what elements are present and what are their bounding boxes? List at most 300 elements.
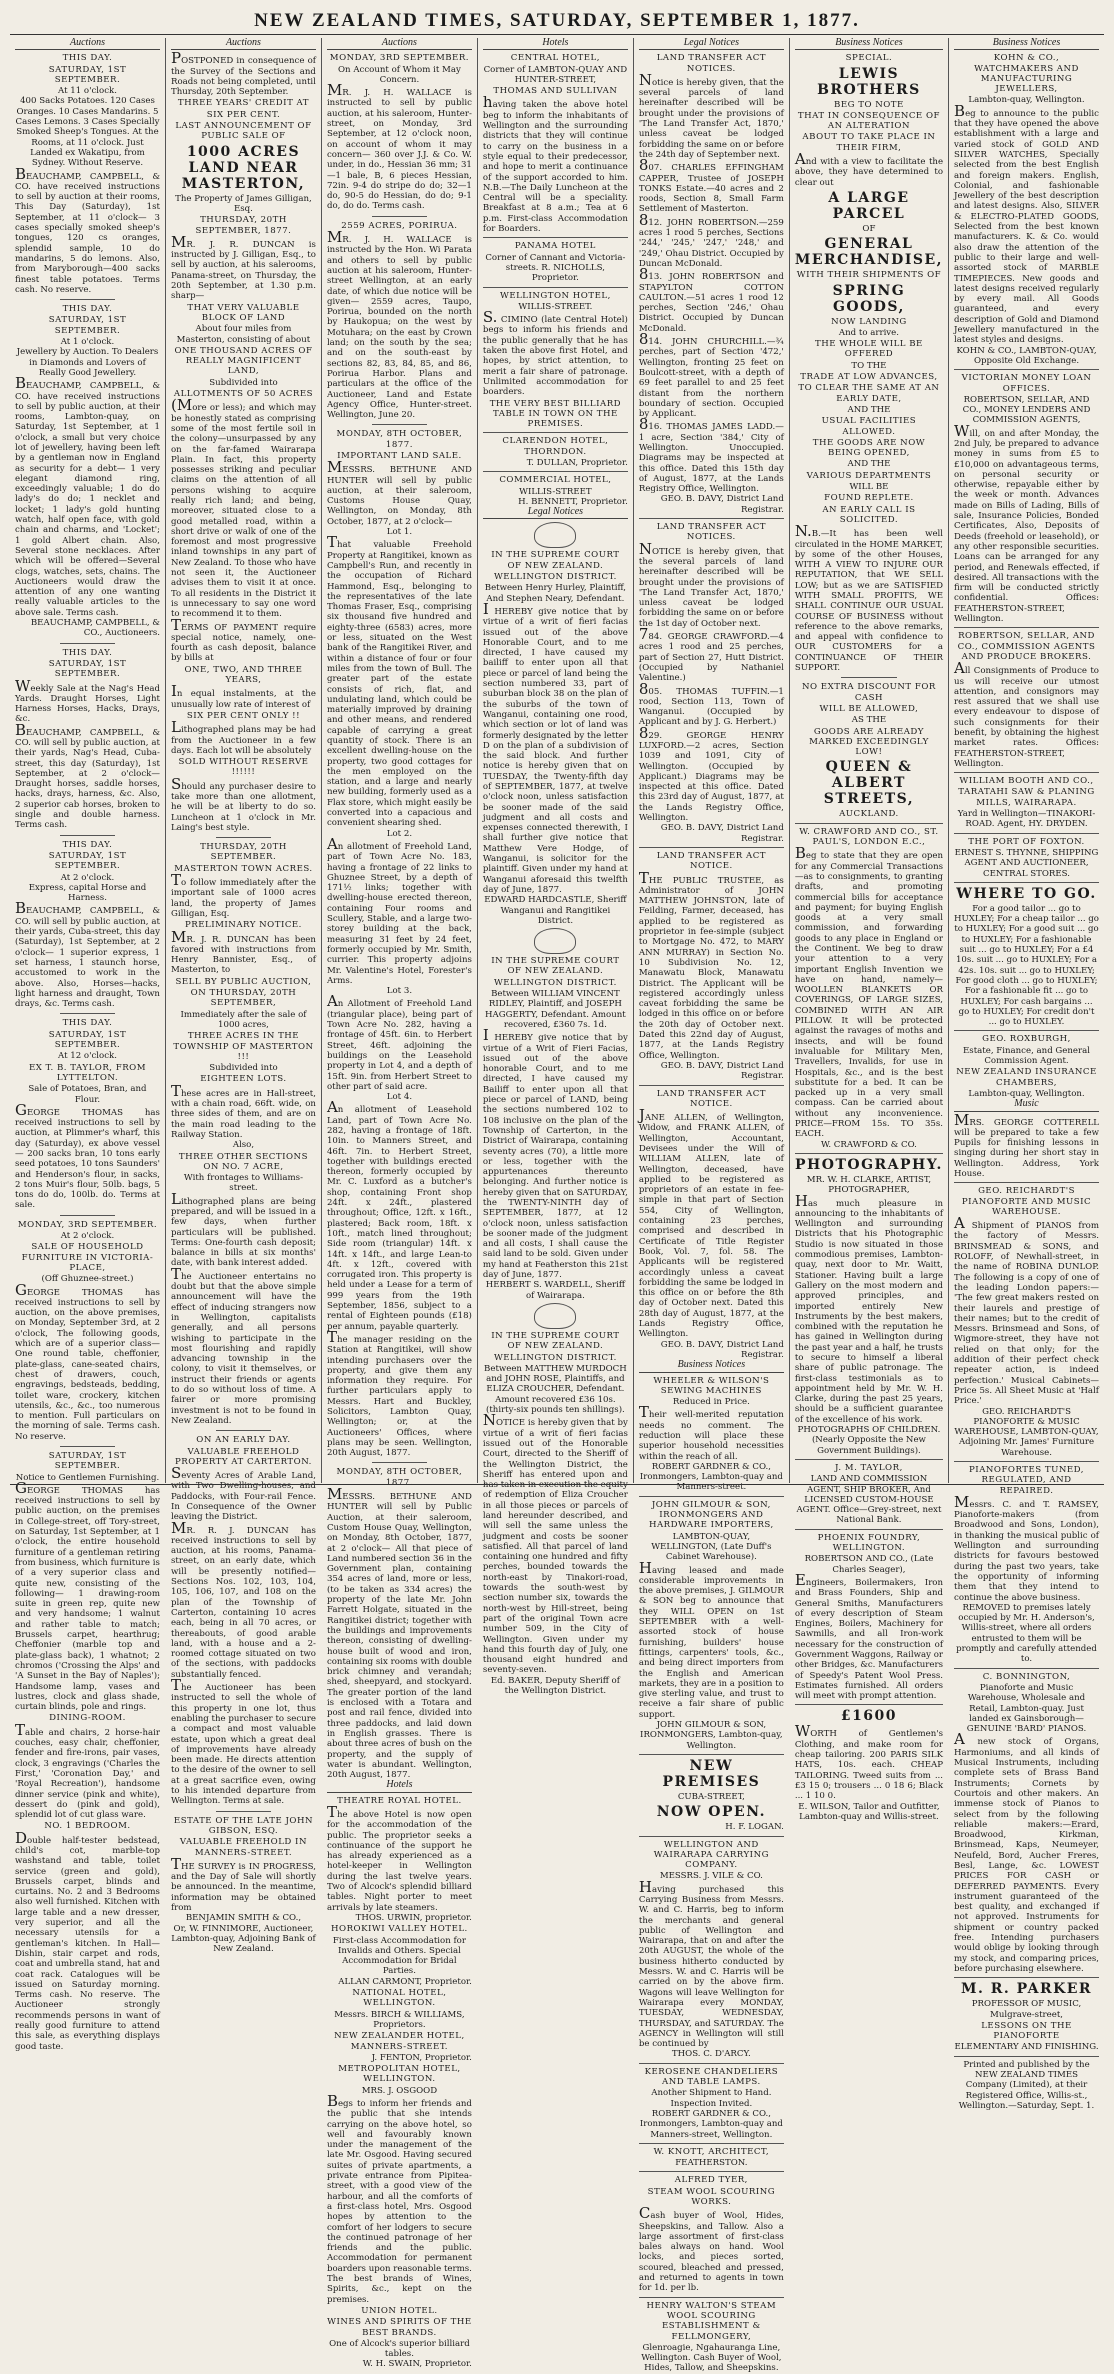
advert-centered-line: GEO. REICHARDT'S PIANOFORTE & MUSIC WAREHOUSE, LAMBTON-QUAY, Adjoining Mr. James' Furniture Warehouse. bbox=[954, 1406, 1099, 1458]
advert-display-line: NOW OPEN. bbox=[656, 1804, 766, 1821]
advert-body: Having purchased this Carrying Business from Messrs. W. and C. Harris, beg to inform the merchants and general public of Wellington and Wairarapa, that on and after the 20th AUGUST, the whole of the business hitherto conducted by Messrs. W. and C. Harris will be carried on by the above firm. Wagons will leave Wellington for Wairarapa every MONDAY, TUESDAY, WEDNESDAY, THURSDAY, and SATURDAY. The AGENCY in Wellington will still be continued by bbox=[638, 1877, 784, 2050]
advert-heading: WHEELER & WILSON'S SEWING MACHINES bbox=[653, 1375, 770, 1396]
advert-body: MR. J. R. DUNCAN is instructed by J. Gilligan, Esq., to sell by auction, at his salerooms, Panama-street, on Thursday, the 20th September, at 1.30 p.m. sharp— bbox=[170, 232, 316, 302]
advert-centered-line: Ed. BAKER, Deputy Sheriff of the Wellington District. bbox=[490, 1675, 620, 1697]
advert-centered-line: (Nearly Opposite the New Government Buildings). bbox=[811, 1435, 926, 1456]
advert-heading: AUCKLAND. bbox=[839, 809, 899, 820]
advert-signature: GEO. B. DAVY, District Land Registrar. bbox=[660, 1339, 784, 1360]
advert-divider bbox=[954, 1668, 1099, 1669]
advert-heading: SALE OF HOUSEHOLD FURNITURE IN VICTORIA-PLACE, bbox=[21, 1242, 154, 1273]
advert-centered-line: About four miles from Masterton, consisting of about bbox=[176, 324, 311, 345]
advert-centered-line: Immediately after the sale of 1000 acres, bbox=[180, 1009, 307, 1030]
advert-divider bbox=[483, 471, 628, 472]
advert-body: Beg to state that they are open for any Commercial Transactions—as to consignments, to granting drafts, and promoting commercial bills for acceptance and payment; for buying English goods at a very small commission, and forwarding goods to any place in England or the Continent. We beg to draw your attention to a very important English Invention we have on hand, namely— WOOLLEN BLANKETS OR COVERINGS, OF LARGE SIZES, COMBINED WITH AN AIR PILLOW. It will be protected against the ravages of moths and insects, and will be found invaluable for Military Men, Travellers, Invalids, for use in Hospitals, &c., and is the best substitute for a bed. It can be packed up in a very small compass. Can be carried about without any inconvenience. PRICE—FROM 15s. TO 35s. EACH. bbox=[794, 844, 944, 1140]
advert-centered-line: Subdivided into bbox=[209, 377, 278, 388]
advert-body: Engineers, Boilermakers, Iron and Brass Founders, Ship and General Smiths, Manufacturers of every description of Steam Engines, Boilers, Machinery for Sawmills, and all Iron-work necessary for the construction of Government Waggons, Railway or other Bridges, &c. Manufacturers of Speedy's Patent Wool Press. Estimates furnished. All orders will meet with prompt attention. bbox=[794, 1570, 944, 1702]
advert-heading: THURSDAY, 20TH SEPTEMBER, 1877. bbox=[195, 215, 292, 236]
advert-divider bbox=[954, 772, 1099, 773]
advert-body: 814. JOHN CHURCHILL.—¾ perches, part of Section '472,' Wellington, fronting 25 feet on Boulcott-street, with a depth of 69 feet parallel to and 25 feet distant from the northern boundary of section. Occupied by Applicant. bbox=[638, 330, 784, 420]
advert-heading: JOHN GILMOUR & SON, IRONMONGERS AND HARDWARE IMPORTERS, bbox=[648, 1499, 774, 1531]
advert-display-line: 1000 ACRES LAND NEAR MASTERTON, bbox=[181, 143, 306, 192]
advert-heading: WELLINGTON DISTRICT. bbox=[493, 572, 617, 583]
advert-divider bbox=[954, 2056, 1099, 2057]
advert-signature: GEO. B. DAVY, District Land Registrar. bbox=[660, 823, 784, 844]
advert-body: Should any purchaser desire to take more than one allotment, he will be at liberty to do so. Luncheon at 1 o'clock in Mr. Laing's best style. bbox=[170, 774, 316, 833]
advert-heading: BEG TO NOTE bbox=[834, 99, 904, 110]
advert-divider bbox=[639, 2063, 784, 2064]
advert-heading: SPECIAL. bbox=[845, 53, 893, 64]
advert-body: having taken the above hotel beg to inform the inhabitants of Wellington and the surrounding districts that they will continue to carry on the business in a style equal to their predecessor, and hope to merit a continuance of the support accorded to him. N.B.—The Daily Luncheon at the Central will be a speciality. Breakfast at 8 a.m.; Tea at 6 p.m. First-class Accommodation for Boarders. bbox=[482, 93, 628, 235]
advert-body: Weekly Sale at the Nag's Head Yards. Draught Horses, Light Harness Horses, Hacks, Drays, &c. bbox=[15, 676, 160, 725]
advert-heading: ESTATE OF THE LATE JOHN GIBSON, ESQ. bbox=[173, 1815, 313, 1836]
advert-centered-line: EDWARD HARDCASTLE, Sheriff Wanganui and Rangitikei District. bbox=[484, 895, 627, 926]
advert-centered-line: Sale of Potatoes, Bran, and Flour. bbox=[28, 1084, 147, 1105]
advert-divider bbox=[639, 2143, 784, 2144]
advert-separator bbox=[372, 1462, 427, 1463]
advert-heading: THE GOODS ARE NOW BEING OPENED, bbox=[812, 437, 926, 459]
column-heading: Business Notices bbox=[954, 38, 1099, 50]
advert-separator bbox=[841, 677, 897, 678]
advert-body: BEAUCHAMP, CAMPBELL, & CO. have received instructions to sell by public auction, at their rooms, Lambton-quay, on Saturday, 1st September, at 1 o'clock, a small but very choice lot of jewellery, having been left by a gentleman now in England as security for a debt— 1 very elegant diamond ring, exceedingly valuable; 1 do do lady's do do; 1 necklet and locket; 1 lady's gold hunting watch, half open face, with gold chain and charms, and 'Locket'; 1 gold Albert chain. Also, Several stone necklaces. After which will be offered—Several clogs, watches, sets, chains. The Auctioneers would draw the attention of any one wanting really valuable articles to the above sale. Terms cash. bbox=[15, 374, 160, 618]
advert-heading: ALFRED TYER, bbox=[674, 2175, 748, 2186]
column-heading: Auctions bbox=[15, 38, 160, 50]
advert-body: TERMS OF PAYMENT require special notice, namely, one-fourth as cash deposit, balance by bills at bbox=[170, 615, 316, 664]
newspaper-columns bbox=[10, 37, 1104, 2374]
advert-heading: THOMAS AND SULLIVAN bbox=[493, 86, 618, 97]
advert-body: MR. J. R. DUNCAN has been favored with instructions from Henry Bannister, Esq., of Masterton, to bbox=[170, 927, 316, 976]
advert-centered-line: Notice to Gentlemen Furnishing. bbox=[15, 1472, 160, 1483]
advert-heading: THEATRE ROYAL HOTEL. bbox=[337, 1795, 462, 1806]
advert-heading: EIGHTEEN LOTS. bbox=[200, 1074, 287, 1085]
advert-heading: PANAMA HOTEL bbox=[514, 241, 596, 252]
advert-centered-line: Between WILLIAM VINCENT RIDLEY, Plaintiff, and JOSEPH HAGGERTY, Defendant. Amount recovered, £360 7s. 1d. bbox=[485, 989, 626, 1030]
advert-signature: H. BENNETT, Proprietor. bbox=[518, 496, 628, 507]
advert-heading: SATURDAY, 1ST SEPTEMBER. bbox=[48, 1029, 127, 1051]
advert-display-line: GENERAL MERCHANDISE, bbox=[794, 236, 944, 269]
advert-body: POSTPONED in consequence of the Survey of the Sections and Roads not being completed, until Thursday, 20th September. bbox=[170, 49, 316, 98]
advert-centered-line: OF bbox=[862, 223, 876, 234]
advert-centered-line: MESSRS. J. VILE & CO. bbox=[659, 1871, 763, 1882]
advert-divider bbox=[639, 847, 784, 848]
column-7 bbox=[949, 37, 1104, 2111]
advert-divider bbox=[483, 287, 628, 288]
advert-heading: AN EARLY CALL IS SOLICITED. bbox=[822, 504, 916, 525]
advert-body: An allotment of Freehold Land, part of Town Acre No. 183, having a frontage of 22 links to Ghuznee Street, by a depth of 171½ links; together with dwelling-house erected thereon, containing Four rooms and Scullery, Stable, and a large two-storey building at the back, measuring 31 feet by 24 feet, formerly occupied by Mr. Smith, currier. This property adjoins Mr. Valentine's Hotel, Forester's Arms. bbox=[326, 834, 472, 986]
advert-body: Begs to inform her friends and the public that she intends carrying on the above hotel, so well and favourably known under the management of the late Mr. Osgood. Having secured suites of private apartments, a private entrance from Pipitea-street, with a good view of the harbour, and all the comforts of a first-class hotel, Mrs. Osgood hopes by attention to the comfort of her lodgers to secure the continued patronage of her friends and the public. Accommodation for permanent boarders upon reasonable terms. The best brands of Wines, Spirits, &c., kept on the premises. bbox=[326, 2092, 472, 2305]
advert-separator bbox=[60, 1215, 115, 1216]
advert-heading: W. KNOTT, ARCHITECT, bbox=[653, 2146, 770, 2157]
advert-heading: ONE, TWO, AND THREE YEARS, bbox=[184, 664, 303, 686]
advert-heading: THIS DAY. bbox=[62, 1018, 113, 1029]
advert-body: Having leased and made considerable improvements in the above premises, J. GILMOUR & SON beg to announce that they WILL OPEN on 1st SEPTEMBER with a well-assorted stock of house furnishing, builders' house fittings, carpenters' tools, &c., and being direct importers from the English and American markets, they are in a position to give sterling value, and trust to receive a fair share of public support. bbox=[638, 1558, 784, 1720]
advert-heading: LAND TRANSFER ACT NOTICE. bbox=[656, 1088, 767, 1109]
advert-display-line: PHOTOGRAPHY. bbox=[795, 1156, 943, 1173]
advert-body: WORTH of Gentlemen's Clothing, and make room for cheap tailoring. 200 PARIS SILK HATS, 10s. each. CHEAP TAILORING. Tweed suits from ... £3 15 0; trousers ... 0 18 6; Black ... 1 10 0. bbox=[794, 1722, 944, 1802]
advert-body: That valuable Freehold Property at Rangitikei, known as Campbell's Run, and recently in the occupation of Richard Hammond, Esq., belonging to the representatives of the late Thomas Fraser, Esq., comprising six thousand five hundred and eighty-three (6583) acres, more or less, situated on the West bank of the Rangitikei River, and within a distance of four or four miles from the town of Bull. The greater part of the estate consists of rich, flat, and undulating land, which could be materially improved by draining and other means, and rendered capable of carrying a great quantity of stock. There is an excellent dwelling-house on the property, two good cottages for the men employed on the station, and a large and nearly new building, formerly used as a Flax store, which might easily be converted into a capacious and convenient shearing shed. bbox=[326, 533, 472, 829]
advert-heading: THE WHOLE WILL BE OFFERED bbox=[815, 339, 923, 360]
advert-heading: EX T. B. TAYLOR, FROM LYTTELTON. bbox=[28, 1062, 147, 1083]
advert-body: To follow immediately after the important sale of 1000 acres land, the property of James Gilligan, Esq. bbox=[170, 871, 316, 919]
advert-centered-line: W. CRAWFORD & CO. bbox=[821, 1139, 917, 1150]
advert-signature: T. DULLAN, Proprietor. bbox=[526, 457, 628, 468]
advert-heading: NO EXTRA DISCOUNT FOR CASH bbox=[802, 682, 936, 703]
advert-divider bbox=[639, 2171, 784, 2172]
advert-heading: SATURDAY, 1ST SEPTEMBER. bbox=[48, 315, 127, 336]
advert-heading: WELLINGTON HOTEL, bbox=[499, 290, 611, 301]
advert-body: N.B.—It has been well circulated in the HOME MARKET, by some of the other Houses, WITH A VIEW TO INJURE OUR REPUTATION, that WE SELL LOW; but as we are SATISFIED WITH SMALL PROFITS, WE SHALL CONTINUE OUR USUAL COURSE OF BUSINESS without reference to the above remarks, and appeal with confidence to OUR CUSTOMERS for a CONTINUANCE OF THEIR SUPPORT. bbox=[794, 522, 944, 674]
advert-heading: MONDAY, 8TH OCTOBER, 1877. bbox=[336, 1467, 463, 1488]
advert-body: Their well-merited reputation needs no comment. The reduction will place these superior household necessities within the reach of all. bbox=[638, 1403, 784, 1462]
advert-divider bbox=[795, 1153, 943, 1154]
advert-signature: W. H. SWAIN, Proprietor. bbox=[362, 2359, 472, 2370]
advert-display-line: M. R. PARKER bbox=[960, 1981, 1093, 1998]
advert-body: GEORGE THOMAS has received instructions to sell by auction, on the above premises, on Monday, September 3rd, at 2 o'clock, The following goods, which are of a superior class— One round table, cheffonier, plate-glass, cane-seated chairs, chest of drawers, couch, engravings, bedsteads, bedding, toilet ware, crockery, kitchen utensils, &c., &c., too numerous to mention. Full particulars on the morning of sale. Terms cash. No reserve. bbox=[15, 1280, 160, 1442]
advert-signature: BEAUCHAMP, CAMPBELL, & CO., Auctioneers. bbox=[30, 618, 160, 639]
advert-centered-line: First-class Accommodation for Invalids and Others. Special Accommodation for Bridal Parties. bbox=[332, 1935, 466, 1977]
advert-divider bbox=[483, 432, 628, 433]
advert-heading: ROBERTSON, SELLAR, AND CO., COMMISSION AGENTS AND PRODUCE BROKERS. bbox=[957, 631, 1096, 662]
advert-heading: THREE ACRES IN THE TOWNSHIP OF MASTERTON !!! bbox=[173, 1031, 314, 1062]
advert-separator bbox=[372, 424, 427, 425]
advert-separator bbox=[60, 835, 115, 836]
advert-centered-line: KOHN & CO., LAMBTON-QUAY, Opposite Old Exchange. bbox=[956, 345, 1097, 366]
advert-centered-line: Glenroagie, Ngahauranga Line, Wellington. Cash Buyer of Wool, Hides, Tallow, and Sheepskins. bbox=[641, 2342, 782, 2374]
advert-centered-line: AND THE bbox=[847, 404, 891, 415]
advert-body: Notice is hereby given, that the several parcels of land hereinafter described will be brought under the provisions of 'The Land Transfer Act, 1870,' unless caveat be lodged forbidding the same on or before the 24th day of September next. bbox=[638, 70, 784, 160]
advert-body: Cash buyer of Wool, Hides, Sheepskins, and Tallow. Also a large assortment of first-class bales always on hand. Wool locks, and pieces sorted, scoured, bleached and pressed, and returned to agents in town for 1d. per lb. bbox=[638, 2204, 784, 2294]
advert-separator bbox=[216, 837, 271, 838]
advert-signature: ALLAN CARMONT, Proprietor. bbox=[338, 1976, 472, 1987]
advert-body: The manager residing on the Station at Rangitikei, will show intending purchasers over the property, and give them any information they require. For further particulars apply to Messrs. Hart and Buckley, Solicitors, Lambton Quay, Wellington; or, at the Auctioneers' Offices, where plans may be seen. Wellington, 20th August, 1877. bbox=[326, 1327, 472, 1459]
column-1 bbox=[10, 37, 166, 2052]
advert-heading: WELLINGTON AND WAIRARAPA CARRYING COMPANY. bbox=[653, 1839, 769, 1871]
advert-centered-line: TO THE bbox=[851, 360, 887, 371]
advert-body: Messrs. C. and T. RAMSEY, Pianoforte-makers (from Broadwood and Sons, London), in thanking the musical public of Wellington and surrounding districts for favours bestowed during the past two years, take the opportunity of informing them that they intend to continue the above business. bbox=[954, 1492, 1099, 1603]
advert-body: An allotment of Leasehold Land, part of Town Acre No. 282, having a frontage of 18ft. 10in. to Manners Street, and 46ft. 7in. to Herbert Street, together with buildings erected thereon, formerly occupied by Mr. C. Luxford as a butcher's shop, containing Front shop 24ft. x 24ft., plastered throughout; Office, 12ft. x 16ft., plastered; Back room, 18ft. x 10ft., match lined throughout; Side room (triangular) 14ft. x 14ft. x 14ft., and large Lean-to 4ft. x 12ft., covered with corrugated iron. This property is held under a Lease for a term of 999 years from the 19th September, 1856, subject to a rental of Eighteen pounds (£18) per annum, payable quarterly. bbox=[326, 1098, 472, 1332]
advert-body: 816. THOMAS JAMES LADD.—1 acre, Section '384,' City of Wellington. Unoccupied. Diagrams may be inspected at this office. Dated this 15th day of August, 1877, at the Lands Registry Office, Wellington. bbox=[638, 415, 784, 495]
advert-heading: WITH THEIR SHIPMENTS OF bbox=[796, 270, 942, 281]
advert-body: NOTICE is hereby given, that the several parcels of land hereinafter described will be brought under the provisions of 'The Land Transfer Act, 1870,' unless caveat be lodged forbidding the same on or before the 1st day of October next. bbox=[638, 539, 784, 629]
advert-divider bbox=[954, 369, 1099, 370]
section-heading: Hotels bbox=[327, 1780, 472, 1792]
court-crest-icon bbox=[534, 1303, 576, 1329]
advert-separator bbox=[372, 216, 427, 217]
advert-centered-line: ROBERT GARDNER & CO., Ironmongers, Lambton-quay and Manners-street, Wellington. bbox=[639, 2108, 783, 2140]
advert-heading: SATURDAY, 1ST SEPTEMBER. bbox=[48, 1451, 127, 1472]
advert-centered-line: Lot 3. bbox=[386, 986, 413, 997]
advert-centered-line: Messrs. BIRCH & WILLIAMS, Proprietors. bbox=[334, 2009, 465, 2030]
advert-heading: TRADE AT LOW ADVANCES, bbox=[800, 372, 938, 383]
advert-signature: GEO. B. DAVY, District Land Registrar. bbox=[660, 1060, 784, 1082]
advert-heading: WILL BE ALLOWED, bbox=[819, 703, 919, 714]
advert-body: 829. GEORGE HENRY LUXFORD.—2 acres, Section 1039 and 1091, City of Wellington. (Occupied by Applicant.) Diagrams may be inspected at this office. Dated this 23rd day of August, 1877, at the Lands Registry Office, Wellington. bbox=[638, 723, 784, 824]
advert-heading: ON AN EARLY DAY. bbox=[196, 1435, 291, 1446]
advert-centered-line: Lambton-quay, Wellington. bbox=[968, 1088, 1085, 1099]
advert-heading: LESSONS ON THE PIANOFORTE bbox=[981, 2020, 1072, 2042]
advert-heading: WELLINGTON DISTRICT. bbox=[493, 1352, 617, 1363]
advert-heading: LAST ANNOUNCEMENT OF PUBLIC SALE OF bbox=[175, 121, 312, 142]
advert-heading: SATURDAY, 1ST SEPTEMBER. bbox=[48, 658, 127, 680]
advert-body: BEAUCHAMP, CAMPBELL, & CO. will sell by public auction, at their yards, Cuba-street, this day (Saturday), 1st September, at 2 o'clock— 1 superior express, 1 set harness, 1 staunch horse, accustomed to work in the above. Also, Horses—hacks, light harness and draught, Town drays, &c. Terms cash. bbox=[15, 899, 160, 1010]
advert-separator bbox=[60, 643, 115, 644]
column-3 bbox=[322, 37, 478, 2370]
advert-centered-line: JOHN GILMOUR & SON, IRONMONGERS, Lambton-quay, Wellington. bbox=[640, 1720, 783, 1751]
advert-heading: GEO. REICHARDT'S PIANOFORTE AND MUSIC WAREHOUSE. bbox=[961, 1186, 1092, 1217]
advert-heading: SIX PER CENT ONLY !! bbox=[186, 710, 301, 721]
advert-heading: TARATAHI SAW & PLANING MILLS, WAIRARAPA. bbox=[958, 787, 1095, 808]
advert-heading: SIX PER CENT. bbox=[206, 109, 281, 120]
advert-heading: THIS DAY. bbox=[62, 647, 113, 658]
advert-body: BEAUCHAMP, CAMPBELL, & CO. will sell by public auction, at their yards, Nag's Head, Cuba-street, this day (Saturday), 1st September, at 2 o'clock—Draught horses, saddle horses, hacks, drays, harness, &c. Also, 2 superior cab horses, broken to single and double harness. Terms cash. bbox=[15, 720, 160, 831]
advert-body: JANE ALLEN, of Wellington, Widow, and FRANK ALLEN, of Wellington, Accountant, Devisees under the Will of WILLIAM ALLEN, late of Wellington, deceased, have applied to be registered as proprietors of an estate in fee-simple in that part of Section 554, City of Wellington, containing 23 perches, comprised and described in Certificate of Title Register Book, Vol. 7, fol. 58. The Applicants will be registered accordingly unless a caveat forbidding the same be lodged in this office on or before the 8th day of October next. Dated this 28th day of August, 1877, at the Lands Registry Office, Wellington. bbox=[638, 1106, 784, 1340]
advert-body: Beg to announce to the public that they have opened the above establishment with a large and varied stock of GOLD AND SILVER WATCHES, Specially selected from the best English and foreign makers. English, Colonial, and fashionable Jewellery of the best description and latest designs. Also, SILVER & ELECTRO-PLATED GOODS, Selected from the best known manufacturers. K. & Co. would also draw the attention of the public to their large and well-assorted stock of MARBLE TIMEPIECES. New goods and latest designs received regularly by every mail. All Goods guaranteed, and every description of Gold and Diamond Jewellery manufactured in the latest styles and designs. bbox=[954, 101, 1099, 346]
advert-heading: ALLOTMENTS OF 50 ACRES bbox=[173, 389, 314, 400]
advert-centered-line: AS THE bbox=[851, 715, 887, 726]
advert-heading: THURSDAY, 20TH SEPTEMBER. bbox=[200, 842, 287, 863]
advert-heading: STEAM WOOL SCOURING WORKS. bbox=[647, 2186, 776, 2207]
advert-separator bbox=[60, 299, 115, 300]
advert-heading: THE PORT OF FOXTON. bbox=[968, 836, 1085, 847]
section-heading: Business Notices bbox=[639, 1360, 784, 1372]
advert-heading: CLARENDON HOTEL, THORNDON. bbox=[502, 436, 609, 457]
court-crest-icon bbox=[534, 522, 576, 548]
advert-body: GEORGE THOMAS has received instructions to sell by public auction, on the premises in College-street, off Tory-street, on Saturday, 1st September, at 1 o'clock, the entire household furniture of a gentleman retiring from business, which furniture is of a very superior class and quite new, consisting of the following— 1 drawing-room suite in green rep, quite new and very handsome; 1 walnut and rather table to match; Brussels carpet, hearthrug; Cheffonier (marble top and plate-glass back), 1 whatnot; 2 chromos ('Crossing the Alps' and 'A Sunset in the Bay of Naples'); Handsome lamp, vases and lustres, clock and glass shade, curtain blinds, pole and rings. bbox=[15, 1478, 160, 1713]
advert-heading: MONDAY, 3RD SEPTEMBER. bbox=[17, 1219, 158, 1230]
advert-heading: LAND TRANSFER ACT NOTICES. bbox=[656, 522, 767, 543]
advert-centered-line: Reduced in Price. bbox=[672, 1397, 750, 1408]
advert-body: Double half-tester bedstead, child's cot, marble-top washstand and table, toilet service (green and gold), Brussels carpet, blinds and curtains. No. 2 and 3 Bedrooms also well furnished. Kitchen with large table and a new dresser, very superior, and all the necessary utensils for a gentleman's kitchen. In Hall—Dishin, stair carpet and rods, coat and umbrella stand, hat and coat rack. Catalogues will be issued on Saturday morning. Terms cash. No reserve. The Auctioneer strongly recommends persons in want of really good furniture to attend this sale, as everything displays good taste. bbox=[15, 1828, 160, 2052]
column-6 bbox=[790, 37, 949, 1822]
advert-divider bbox=[954, 1461, 1099, 1462]
advert-divider bbox=[795, 823, 943, 824]
column-heading: Auctions bbox=[327, 38, 472, 50]
advert-heading: WINES AND SPIRITS OF THE BEST BRANDS. bbox=[327, 2317, 472, 2338]
advert-centered-line: Jewellery by Auction. To Dealers in Diamonds and Lovers of Really Good Jewellery. bbox=[16, 347, 159, 378]
advert-heading: GOODS ARE ALREADY MARKED EXCEEDINGLY LOW! bbox=[809, 726, 929, 758]
advert-heading: MASTERTON TOWN ACRES. bbox=[174, 863, 313, 874]
advert-body: A new stock of Organs, Harmoniums, and all kinds of Musical Instruments, including complete sets of Brass Band Instruments; Cornets by Courtois and other makers. An immense stock of Pianos to select from by the following reliable makers:—Erard, Broadwood, Kirkman, Brinsmead, Kaps, Neumeyer, Neufeld, Bord, Aucher Freres, Besl, Lange, &c. LOWEST PRICES FOR CASH or DEFERRED PAYMENTS. Every instrument guaranteed of the best quality, and exchanged if not approved. Instruments for shipment or country packed free. Intending purchasers would oblige by looking through my stock, and comparing prices, before purchasing elsewhere. bbox=[954, 1730, 1099, 1974]
advert-heading: METROPOLITAN HOTEL, WELLINGTON. bbox=[338, 2064, 461, 2085]
advert-centered-line: On Account of Whom it May Concern. bbox=[338, 64, 461, 85]
advert-centered-line: At 2 o'clock. bbox=[60, 872, 115, 883]
advert-centered-line: Lambton-quay, Wellington. bbox=[968, 95, 1085, 106]
advert-display-line: QUEEN & ALBERT STREETS, bbox=[823, 759, 915, 808]
advert-heading: NEW ZEALANDER HOTEL, MANNERS-STREET. bbox=[334, 2031, 465, 2052]
advert-heading: LAND TRANSFER ACT NOTICE. bbox=[656, 850, 767, 872]
advert-body: GEORGE THOMAS has received instructions to sell by auction, at Plimmer's wharf, this day (Saturday), ex above vessel— 200 sacks bran, 10 tons early seed potatoes, 10 tons Saunders' and Henderson's flour, in sacks, 2 tons Muir's flour, 50lb. bags, 5 tons do do, 100lb. do. Terms at sale. bbox=[15, 1100, 160, 1211]
advert-centered-line: Lot 2. bbox=[386, 828, 413, 839]
advert-centered-line: At 11 o'clock. bbox=[58, 86, 117, 97]
advert-body: 812. JOHN ROBERTSON.—259 acres 1 rood 5 perches, Sections '244,' '245,' '247,' '248,' and '249,' Ohau District. Occupied by Duncan McDonald. bbox=[638, 210, 784, 269]
advert-body: (More or less); and which may be honestly stated as comprising some of the most fertile soil in the colony—unsurpassed by any on the far-famed Wairarapa Plain. In fact, this property possesses striking and peculiar claims on the attention of all persons wishing to acquire really rich land; and being, moreover, situated close to a good metalled road, within a short drive or walk of one of the foremost and most progressive inland townships in any part of New Zealand. To those who have not seen it, the Auctioneer advises them to visit it at once. To all residents in the District it is unnecessary to say one word to recommend it to them. bbox=[170, 396, 316, 620]
advert-body: 784. GEORGE CRAWFORD.—4 acres 1 rood and 25 perches, part of Section 27, Hutt District. (Occupied by Nathaniel Valentine.) bbox=[638, 625, 784, 684]
advert-heading: W. CRAWFORD AND CO., ST. PAUL'S, LONDON E.C., bbox=[799, 826, 939, 848]
advert-heading: NEW ZEALAND INSURANCE CHAMBERS, bbox=[956, 1067, 1097, 1088]
advert-body: The above Hotel is now open for the accommodation of the public. The proprietor seeks a continuance of the support he has already experienced as a hotel-keeper in Wellington during the last twelve years. Two of Alcock's splendid billiard tables. Night porter to meet arrivals by late steamers. bbox=[326, 1802, 472, 1913]
advert-heading: ON THURSDAY, 20TH SEPTEMBER, bbox=[190, 988, 297, 1009]
advert-centered-line: At 12 o'clock. bbox=[58, 1051, 117, 1062]
advert-centered-line: (Off Ghuznee-street.) bbox=[41, 1274, 134, 1285]
advert-heading: PHOENIX FOUNDRY, WELLINGTON. bbox=[817, 1532, 921, 1554]
advert-centered-line: Corner of Cannant and Victoria-streets. R. NICHOLLS, Proprietor. bbox=[485, 252, 626, 284]
advert-centered-line: Also, bbox=[232, 1140, 255, 1151]
advert-heading: IN THE SUPREME COURT OF NEW ZEALAND. bbox=[491, 1330, 620, 1352]
advert-body: An Allotment of Freehold Land (triangular place), being part of Town Acre No. 282, having a frontage of 45ft. 6in. to Herbert Street, 46ft. adjoining the buildings on the Leasehold property in Lot 4, and a depth of 15ft. 9in. from Herbert Street to other part of said acre. bbox=[326, 992, 472, 1092]
advert-heading: GEO. ROXBURGH, bbox=[982, 1034, 1071, 1045]
advert-body: MR. J. H. WALLACE is instructed by the Hon. Wi Parata and others to sell by public auction at his saleroom, Hunter-street Wellington, at an early date, of which due notice will be given— 2559 acres, Taupo, Porirua, bounded on the north by Haukopua; on the west by Motuhara; on the east by Crown land; on the south by the sea; and on the south-east by sections 82, 83, 84, 85, and 86, Porirua Harbor. Plans and particulars at the office of the Auctioneer, Land and Estate Agency Office, Hunter-street. Wellington, June 20. bbox=[326, 228, 472, 421]
advert-centered-line: WILL BE bbox=[849, 482, 889, 493]
column-heading: Legal Notices bbox=[639, 38, 784, 50]
advert-heading: THAT IN CONSEQUENCE OF AN ALTERATION bbox=[797, 110, 940, 132]
advert-centered-line: ROBERT GARDNER & CO., Ironmongers, Lambton-quay and Manners-street. bbox=[639, 1461, 783, 1493]
advert-heading: DINING-ROOM. bbox=[49, 1713, 126, 1724]
advert-centered-line: Lot 4. bbox=[386, 1092, 413, 1103]
advert-centered-line: The Property of James Gilligan, Esq. bbox=[175, 193, 312, 214]
advert-heading: KEROSENE CHANDELIERS AND TABLE LAMPS. bbox=[644, 2066, 779, 2088]
advert-heading: THIS DAY. bbox=[62, 53, 113, 64]
advert-display-line: WHERE TO GO. bbox=[956, 885, 1097, 902]
advert-centered-line: Subdivided into bbox=[209, 1063, 278, 1074]
advert-centered-line: THOS. C. D'ARCY. bbox=[671, 2049, 751, 2060]
advert-divider bbox=[795, 1459, 943, 1460]
advert-divider bbox=[639, 2297, 784, 2298]
advert-body: And with a view to facilitate the above, they have determined to clear out bbox=[794, 150, 944, 188]
advert-centered-line: For a good tailor ... go to HUXLEY; For a cheap tailor ... go to HUXLEY; For a good suit ... go to HUXLEY; For a fashionable suit ... go to HUXLEY; For a £4 10s. suit ... go to HUXLEY; For a 42s. 10s. suit ... go to HUXLEY; For good cloth ... go to HUXLEY; For a fashionable fit ... go to HUXLEY; For cash bargains ... go to HUXLEY; For credit don't ... go to HUXLEY. bbox=[954, 903, 1099, 1028]
advert-heading: FOUND REPLETE. bbox=[824, 493, 914, 504]
advert-heading: ABOUT TO TAKE PLACE IN THEIR FIRM, bbox=[802, 132, 936, 153]
advert-heading: SATURDAY, 1ST SEPTEMBER. bbox=[48, 850, 127, 872]
masthead-title: NEW ZEALAND TIMES, SATURDAY, SEPTEMBER 1, 1877. bbox=[254, 10, 860, 31]
advert-display-line: LEWIS BROTHERS bbox=[817, 65, 921, 98]
advert-divider bbox=[639, 518, 784, 519]
advert-body: Seventy Acres of Arable Land, with Two Dwelling-houses, and Paddocks, with Four-rail Fence. In Consequence of the Owner leaving the District. bbox=[170, 1464, 316, 1523]
advert-separator bbox=[60, 1446, 115, 1447]
advert-body: 807. CHARLES EFFINGHAM CAPPER, Trustee of JOSEPH TONKS Estate.—40 acres and 2 roods, Section 8, Small Farm Settlement of Masterton. bbox=[638, 156, 784, 215]
advert-centered-line: WILLIS-STREET bbox=[519, 486, 592, 497]
advert-centered-line: FEATHERSTON. bbox=[675, 2158, 748, 2169]
advert-body: A Shipment of PIANOS from the factory of Messrs. BRINSMEAD & SONS, and ROLOFF, of Newhall-street, in the name of ROBINA DUNLOP. The following is a copy of one of the leading London papers:— 'The few great makers rested on their laurels and prestige of their names; but to the credit of Messrs. Brinsmead and Sons, of Wigmore-street, they have not relied on that only; for the addition of their perfect check repeater action, is indeed perfection.' Musical Cabinets—Price 5s. All Sheet Music at 'Half Price.' bbox=[954, 1214, 1099, 1407]
column-heading: Auctions bbox=[171, 38, 316, 50]
advert-centered-line: With frontages to Williams-street. bbox=[183, 1173, 303, 1194]
footer-rule bbox=[10, 1484, 1104, 1485]
advert-body: Table and chairs, 2 horse-hair couches, easy chair, cheffonier, fender and fire-irons, pair vases, clock, 3 engravings ('Charles the First,' 'Coronation Day,' and 'Royal Recreation'), handsome dinner service (pink and white), dessert do (pink and gold), splendid lot of cut glass ware. bbox=[15, 1720, 160, 1821]
advert-heading: J. M. TAYLOR, bbox=[835, 1462, 903, 1473]
advert-display-line: £1600 bbox=[840, 1708, 898, 1725]
advert-divider bbox=[954, 627, 1099, 628]
advert-heading: VALUABLE FREEHOLD PROPERTY AT CARTERTON. bbox=[174, 1446, 312, 1467]
advert-body: Lithographed plans may be had from the Auctioneer in a few days. Each lot will be absolutely bbox=[170, 718, 316, 756]
advert-centered-line: Between Henry Hurley, Plaintiff, And Stephen Neary, Defendant. bbox=[484, 583, 627, 604]
advert-centered-line: Pianoforte and Music Warehouse, Wholesale and Retail, Lambton-quay. Just landed ex Gainsborough—GENUINE 'BARD' PIANOS. bbox=[966, 1682, 1087, 1735]
advert-centered-line: Yard in Wellington—TINAKORI-ROAD. Agent, HY. DRYDEN. bbox=[957, 809, 1096, 830]
advert-centered-line: LAMBTON-QUAY, WELLINGTON, (Late Duff's Cabinet Warehouse). bbox=[651, 1531, 772, 1563]
column-2 bbox=[166, 37, 322, 1955]
advert-centered-line: One of Alcock's superior billiard tables. bbox=[329, 2338, 470, 2360]
column-heading: Business Notices bbox=[795, 38, 943, 50]
advert-separator bbox=[216, 1811, 271, 1812]
advert-centered-line: MR. W. H. CLARKE, ARTIST, PHOTOGRAPHER, bbox=[806, 1174, 932, 1196]
advert-heading: THIS DAY. bbox=[62, 839, 113, 850]
advert-signature: H. F. LOGAN. bbox=[725, 1822, 784, 1833]
advert-divider bbox=[639, 1836, 784, 1837]
advert-heading: THREE YEARS' CREDIT AT bbox=[177, 98, 310, 109]
advert-centered-line: Express, capital Horse and Harness. bbox=[28, 882, 147, 904]
advert-display-line: A LARGE PARCEL bbox=[828, 189, 910, 222]
advert-display-line: NEW PREMISES bbox=[662, 1757, 761, 1790]
advert-heading: IN THE SUPREME COURT OF NEW ZEALAND. bbox=[491, 550, 620, 571]
advert-heading: MONDAY, 3RD SEPTEMBER. bbox=[329, 53, 470, 64]
advert-centered-line: WILLIS-STREET. bbox=[518, 301, 593, 312]
advert-centered-line: BENJAMIN SMITH & CO., bbox=[185, 1913, 302, 1924]
advert-centered-line: 400 Sacks Potatoes. 120 Cases Oranges. 10 Cases Mandarins. 5 Cases Lemons. 3 Cases Specially Smoked Sheep's Tongues. At the Rooms, at 11 o'clock. Just Landed ex Wakatipu, from Sydney. Without Reserve. bbox=[15, 96, 160, 169]
advert-body: Lithographed plans are being prepared, and will be issued in a few days, when further particulars will be published. Terms: One-fourth cash deposit; balance in bills at six months' date, with bank interest added. bbox=[170, 1189, 316, 1269]
advert-heading: VICTORIAN MONEY LOAN OFFICES. bbox=[961, 373, 1092, 394]
advert-heading: TO CLEAR THE SAME AT AN EARLY DATE, bbox=[798, 383, 940, 404]
advert-heading: PRELIMINARY NOTICE. bbox=[184, 920, 302, 931]
advert-signature: J. FENTON, Proprietor. bbox=[371, 2052, 472, 2063]
advert-body: BEAUCHAMP, CAMPBELL, & CO. have received instructions to sell by auction at their rooms, This Day (Saturday), 1st September, at 11 o'clock— 3 cases specially smoked sheep's tongues, 120 cs oranges, splendid sample, 10 do mandarins, 5 do lemons. Also, from Maryborough—400 sacks finest table potatoes. Terms cash. No reserve. bbox=[15, 164, 160, 295]
advert-heading: THREE OTHER SECTIONS ON NO. 7 ACRE, bbox=[178, 1151, 308, 1172]
advert-body: MESSRS. BETHUNE AND HUNTER will sell by Public Auction, at their saleroom, Custom House Quay, Wellington, on Monday, 8th October, 1877, at 2 o'clock— All that piece of Land numbered section 36 in the Government plan, containing 354 acres of land, more or less, (to be taken as 334 acres) the property of the late Mr. John Farrett Holgate, situated in the Rangitikei district; together with the buildings and improvements thereon, consisting of dwelling-house built of wood and iron, containing six rooms with double brick chimney and verandah; shed, sheepyard, and stockyard. The greater portion of the land is enclosed with a Totara and post and rail fence, divided into three paddocks, and laid down in English grasses. There is about three acres of bush on the property, and the supply of water is abundant. Wellington, 20th August, 1877. bbox=[326, 1485, 472, 1781]
advert-centered-line: CUBA-STREET, bbox=[677, 1791, 745, 1802]
advert-centered-line: Another Shipment to Hand. Inspection Invited. bbox=[651, 2088, 772, 2109]
masthead-rule bbox=[10, 34, 1104, 35]
advert-heading: WILLIAM BOOTH AND CO., bbox=[959, 776, 1094, 787]
advert-heading: WELLINGTON DISTRICT. bbox=[493, 977, 617, 988]
advert-separator bbox=[216, 1430, 271, 1431]
advert-centered-line: PHOTOGRAPHS OF CHILDREN. bbox=[797, 1425, 941, 1436]
court-crest-icon bbox=[534, 928, 576, 954]
advert-heading: HOROKIWI VALLEY HOTEL. bbox=[331, 1924, 468, 1935]
advert-centered-line: ROBERTSON, SELLAR, AND CO., MONEY LENDERS AND COMMISSION AGENTS, bbox=[962, 394, 1091, 426]
section-heading: Legal Notices bbox=[483, 507, 628, 519]
advert-divider bbox=[795, 1704, 943, 1705]
advert-heading: SELL BY PUBLIC AUCTION, bbox=[175, 976, 312, 987]
advert-centered-line: Between MATTHEW MURDOCH and JOHN ROSE, Plaintiffs, and ELIZA CROUCHER, Defendant. Amount recovered £36 10s. (thirty-six pounds ten shillings). bbox=[484, 1363, 627, 1416]
advert-heading: MONDAY, 8TH OCTOBER, 1877. bbox=[336, 429, 463, 450]
advert-heading: NATIONAL HOTEL, WELLINGTON. bbox=[352, 1988, 447, 2009]
advert-heading: IMPORTANT LAND SALE. bbox=[337, 450, 462, 461]
advert-heading: THIS DAY. bbox=[62, 304, 113, 315]
advert-heading: COMMERCIAL HOTEL, bbox=[499, 475, 612, 486]
advert-body: MESSRS. BETHUNE AND HUNTER will sell by public auction, at their saleroom, Customs House Quay, Wellington, on Monday, 8th October, 1877, at 2 o'clock— bbox=[326, 458, 472, 527]
advert-body: MRS. GEORGE COTTERELL will be prepared to take a few Pupils for finishing lessons in singing during her short stay in Wellington. Address, York House. bbox=[954, 1110, 1099, 1179]
advert-body: I HEREBY give notice that by virtue of a writ of fieri facias issued out of the above Honorable Court, and to me directed, I have caused my bailiff to enter upon all that piece or parcel of land being the section numbered 33, part of suburban block 38 on the plan of the suburbs of the town of Wanganui, containing one rood, which section or lot of land was formerly designated by the letter D on the plan of a subdivision of the said block. And further notice is hereby given that on TUESDAY, the Twenty-fifth day of SEPTEMBER, 1877, at twelve o'clock noon, unless satisfaction be sooner made of the said judgment and all costs and expenses connected therewith, I shall further give notice that Matthew Vere Hodge, of Wanganui, is solicitor for the plaintiff. Given under my hand at Wanganui aforesaid this twelfth day of June, 1877. bbox=[482, 599, 628, 895]
advert-body: In equal instalments, at the unusually low rate of interest of bbox=[170, 682, 316, 710]
advert-heading: THAT VERY VALUABLE BLOCK OF LAND bbox=[187, 302, 300, 323]
advert-centered-line: PROFESSOR OF MUSIC, Mulgrave-street, bbox=[971, 1999, 1082, 2020]
advert-centered-line: REMOVED to premises lately occupied by Mr. H. Anderson's, Willis-street, where all orders entrusted to them will be promptly and carefully attended to. bbox=[956, 1602, 1097, 1665]
advert-centered-line: E. WILSON, Tailor and Outfitter, Lambton-quay and Willis-street. bbox=[798, 1801, 940, 1822]
advert-body: All Consignments of Produce to us will receive our utmost attention, and consignors may rest assured that we shall use every endeavour to dispose of such consignments for their benefit, by obtaining the highest market rates. Offices: FEATHERSTON-STREET, Wellington. bbox=[954, 659, 1099, 769]
advert-heading: ONE THOUSAND ACRES OF REALLY MAGNIFICENT LAND, bbox=[174, 345, 313, 377]
column-5 bbox=[634, 37, 790, 2374]
advert-heading: PIANOFORTES TUNED, REGULATED, AND REPAIRED. bbox=[969, 1465, 1084, 1496]
advert-centered-line: HERBERT S. WARDELL, Sheriff of Wairarapa. bbox=[485, 1280, 626, 1301]
advert-divider bbox=[954, 1030, 1099, 1031]
advert-centered-line: Lot 1. bbox=[386, 527, 413, 538]
advert-heading: UNION HOTEL. bbox=[361, 2305, 438, 2316]
advert-heading: VARIOUS DEPARTMENTS bbox=[806, 470, 932, 481]
advert-centered-line: MRS. J. OSGOOD bbox=[361, 2085, 438, 2096]
section-heading: Music bbox=[954, 1099, 1099, 1111]
advert-body: The Auctioneer entertains no doubt but that the above simple announcement will have the effect of inducing strangers now in Wellington, capitalists generally, and all persons wishing to participate in the most flourishing and rapidly advancing township in the colony, to visit it themselves, or instruct their friends or agents to do so without loss of time. A fairer or more promising investment is not to be found in New Zealand. bbox=[170, 1264, 316, 1426]
advert-body: MR. R. J. DUNCAN has received instructions to sell by auction, at his rooms, Panama-street, on an early date, which will be presently notified— Sections Nos. 102, 103, 104, 105, 106, 107, and 108 on the plan of the Township of Carterton, containing 10 acres each, being in all 70 acres, or thereabouts, of good arable land, with a house and a 2-roomed cottage situated on two of the sections, with paddocks substantially fenced. bbox=[170, 1518, 316, 1680]
advert-body: Has much pleasure in announcing to the inhabitants of Wellington and surrounding Districts that his Photographic Studio is now situated in those commodious premises, Lambton-quay, next door to Mr. Waitt, Stationer. Having built a large Gallery on the most modern and approved principles, and imported entirely New Instruments by the best makers, combined with the reputation he has gained in Wellington during the past year and a half, he trusts to secure to himself a liberal share of public patronage. The first-class testimonials as to appointment held by Mr. W. H. Clarke, during the past 25 years, should be a sufficient guarantee of the excellence of his work. bbox=[794, 1191, 944, 1425]
advert-signature: GEO. B. DAVY, District Land Registrar. bbox=[660, 494, 784, 515]
advert-body: MR. J. H. WALLACE is instructed to sell by public auction, at his saleroom, Hunter-street, on Monday, 3rd September, at 12 o'clock noon, on account of whom it may concern— 360 over J.J. & Co. W. under, in do., Hessian 36 mm; 31—1 bale, B, 6 pieces Hessian, 72in. 9-4 do stripe do do; 32—1 do, 90-5 do Hessian, do do; 9-1 do, do do. Terms cash. bbox=[326, 81, 472, 212]
advert-centered-line: At 1 o'clock. bbox=[60, 337, 115, 348]
